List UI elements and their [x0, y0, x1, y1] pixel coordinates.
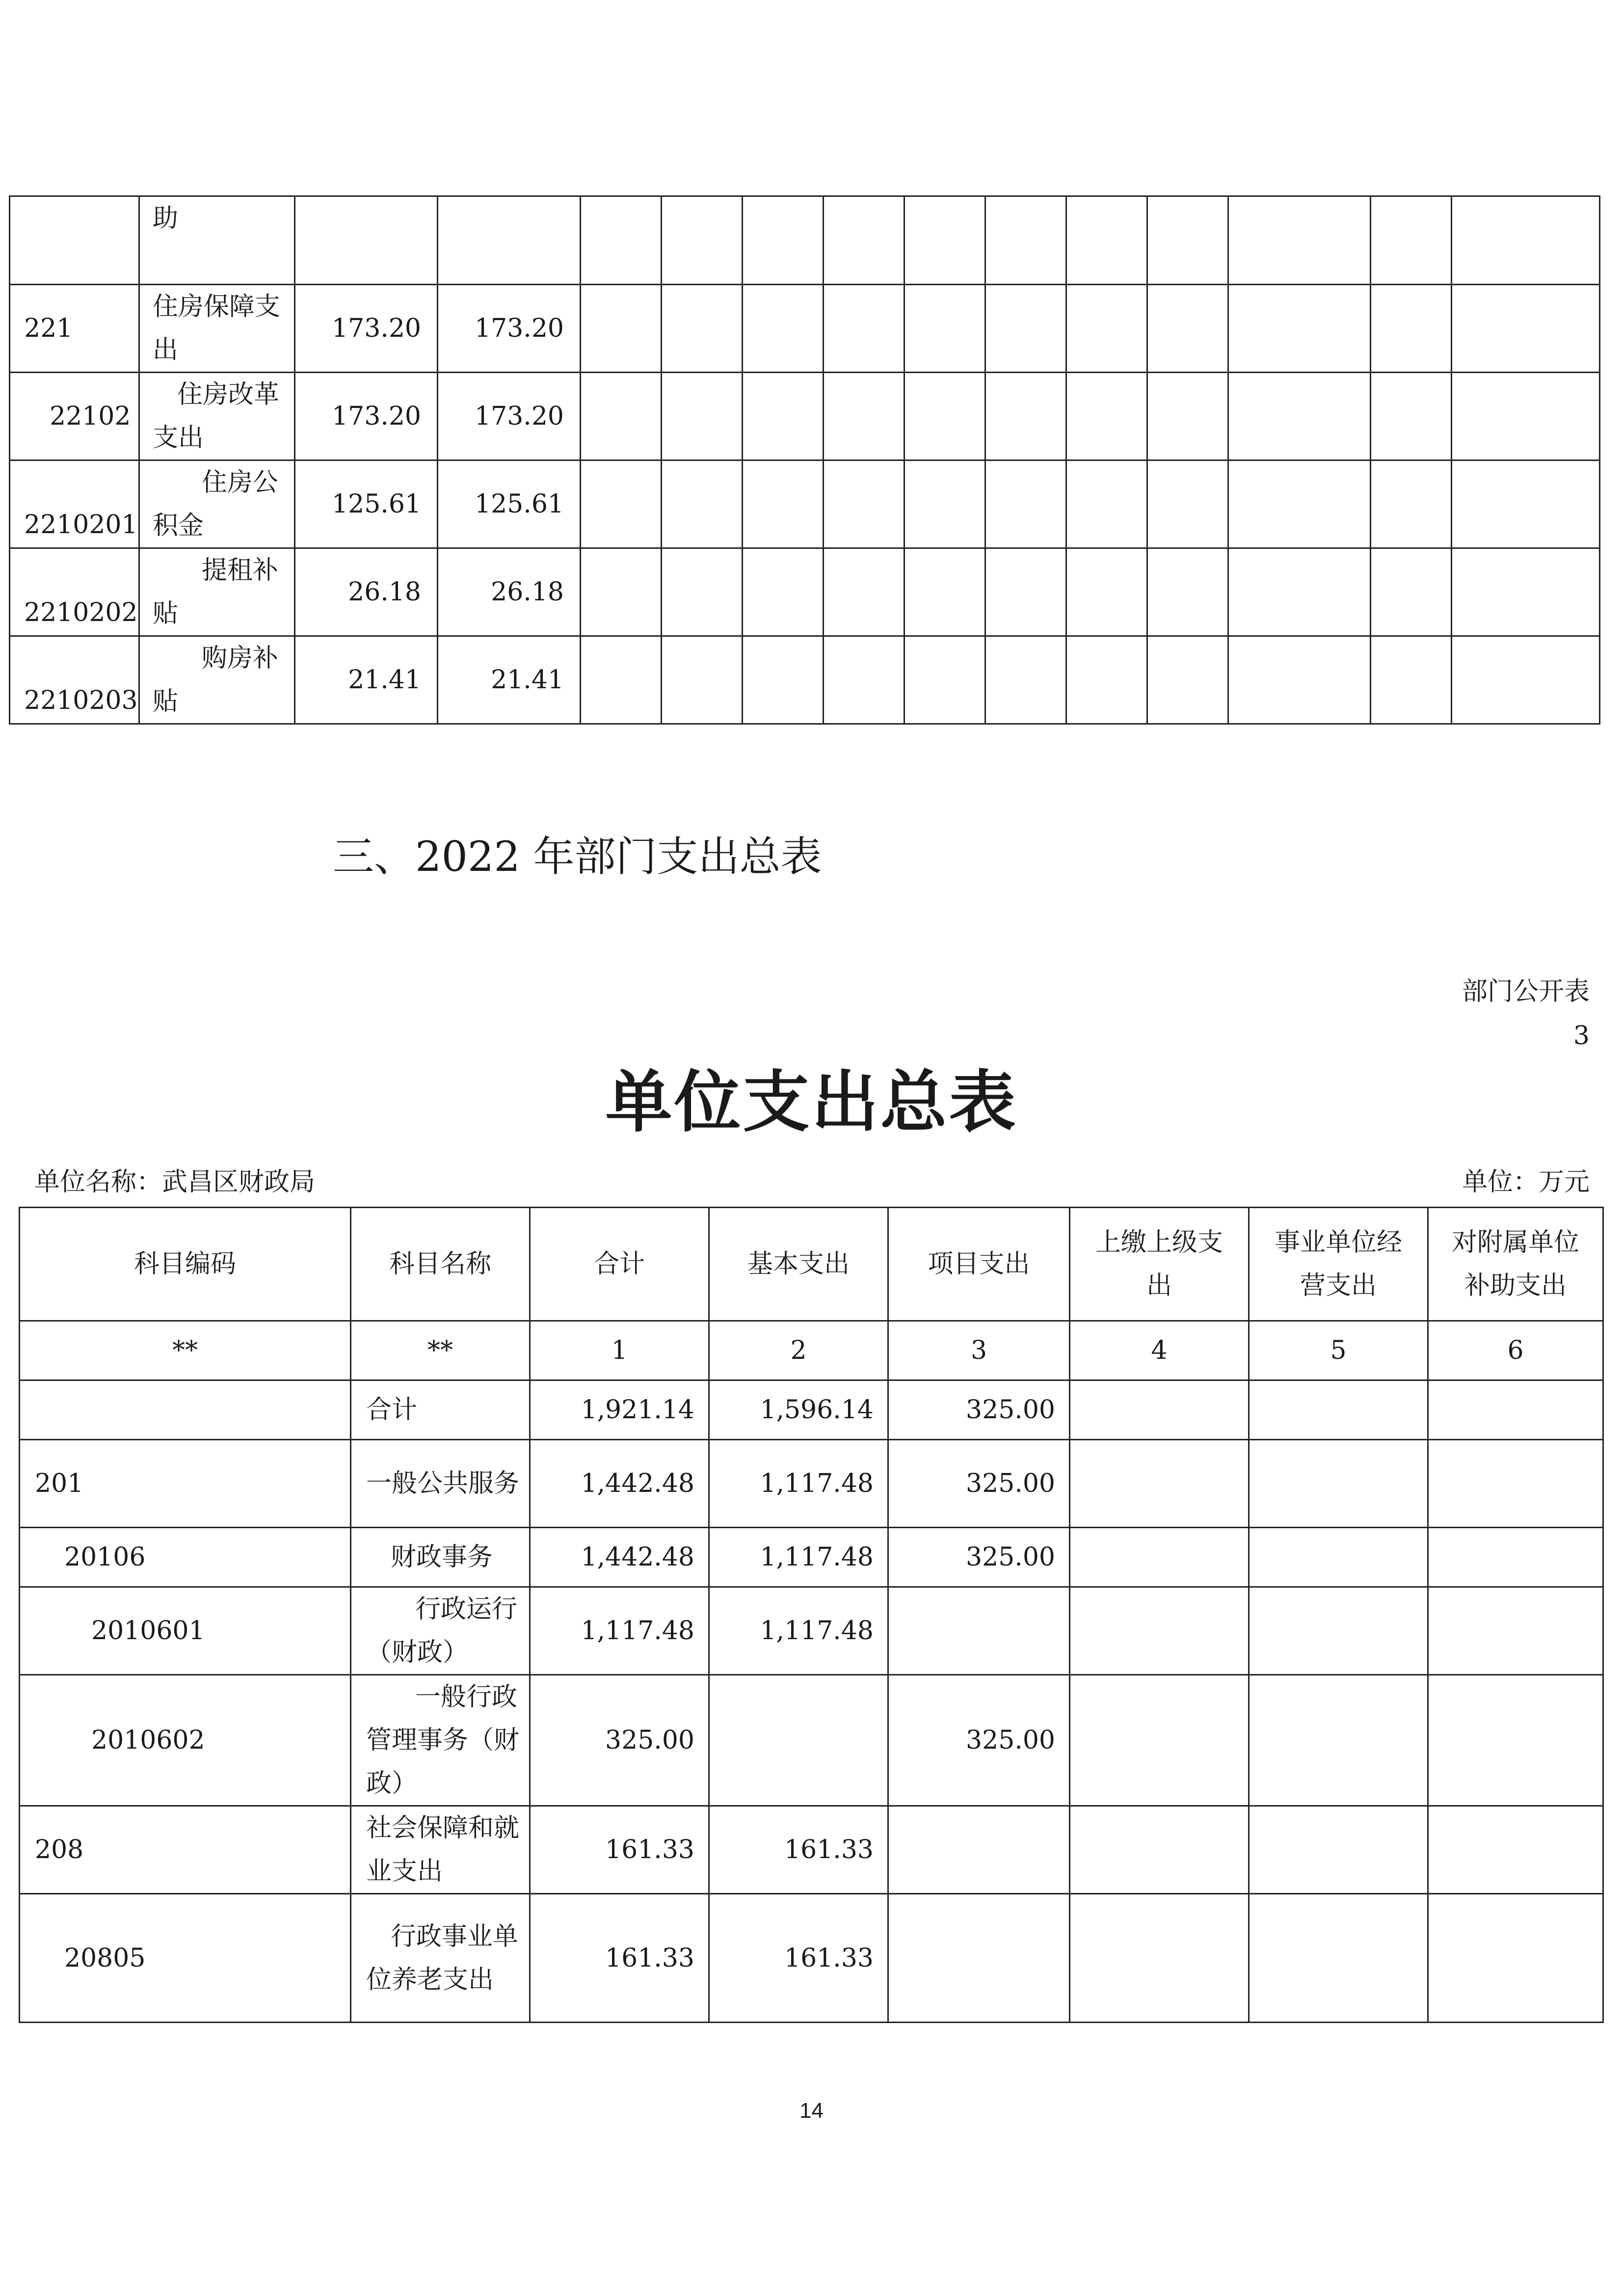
empty-cell [824, 373, 905, 460]
continuation-table [9, 195, 1600, 725]
empty-cell [985, 548, 1066, 636]
subsidy-cell [1428, 1380, 1603, 1440]
form-label: 部门公开表 [1462, 977, 1590, 1006]
business-cell [1249, 1528, 1428, 1587]
index-cell: ** [20, 1321, 351, 1380]
subject-code [10, 196, 139, 285]
basic-cell: 161.33 [709, 1894, 888, 2023]
column-header: 项目支出 [888, 1208, 1070, 1321]
empty-cell [1066, 636, 1147, 724]
empty-cell [1371, 636, 1452, 724]
basic-cell: 1,117.48 [709, 1440, 888, 1528]
empty-cell [581, 460, 662, 548]
empty-cell [581, 196, 662, 285]
empty-cell [1228, 196, 1371, 285]
subject-name: 助 [139, 196, 295, 285]
business-cell [1249, 1380, 1428, 1440]
subsidy-cell [1428, 1528, 1603, 1587]
basic-cell: 173.20 [438, 285, 581, 373]
subject-code: 2210203 [10, 636, 139, 724]
page-title: 单位支出总表 [605, 1063, 1018, 1141]
subject-name: 行政运行（财政） [351, 1587, 530, 1675]
empty-cell [581, 285, 662, 373]
empty-cell [1371, 196, 1452, 285]
subject-code: 208 [20, 1806, 351, 1894]
subject-name: 住房保障支出 [139, 285, 295, 373]
empty-cell [905, 460, 985, 548]
empty-cell [1452, 196, 1600, 285]
subject-code: 22102 [10, 373, 139, 460]
subject-name: 合计 [351, 1380, 530, 1440]
index-cell: 5 [1249, 1321, 1428, 1380]
empty-cell [1452, 548, 1600, 636]
empty-cell [1371, 548, 1452, 636]
column-header: 科目名称 [351, 1208, 530, 1321]
empty-cell [905, 548, 985, 636]
basic-cell: 1,117.48 [709, 1587, 888, 1675]
basic-cell: 173.20 [438, 373, 581, 460]
empty-cell [1452, 636, 1600, 724]
empty-cell [905, 196, 985, 285]
empty-cell [1066, 196, 1147, 285]
subsidy-cell [1428, 1440, 1603, 1528]
subject-name: 一般公共服务 [351, 1440, 530, 1528]
empty-cell [662, 460, 743, 548]
empty-cell [824, 636, 905, 724]
empty-cell [743, 636, 824, 724]
business-cell [1249, 1806, 1428, 1894]
subject-code: 2210202 [10, 548, 139, 636]
form-number: 3 [1573, 1021, 1590, 1051]
empty-cell [1147, 285, 1228, 373]
empty-cell [1147, 196, 1228, 285]
superior-cell [1070, 1675, 1249, 1806]
table-row [10, 548, 1600, 636]
empty-cell [662, 196, 743, 285]
column-header: 事业单位经营支出 [1249, 1208, 1428, 1321]
empty-cell [985, 196, 1066, 285]
total-cell: 173.20 [295, 373, 438, 460]
total-cell: 125.61 [295, 460, 438, 548]
index-cell: 2 [709, 1321, 888, 1380]
empty-cell [662, 636, 743, 724]
basic-cell: 21.41 [438, 636, 581, 724]
empty-cell [985, 373, 1066, 460]
subject-code: 2010602 [20, 1675, 351, 1806]
subsidy-cell [1428, 1587, 1603, 1675]
empty-cell [1452, 373, 1600, 460]
empty-cell [1371, 460, 1452, 548]
basic-cell: 26.18 [438, 548, 581, 636]
empty-cell [1147, 460, 1228, 548]
total-cell: 161.33 [530, 1806, 709, 1894]
expenditure-table [19, 1207, 1604, 2023]
empty-cell [1147, 373, 1228, 460]
empty-cell [1228, 548, 1371, 636]
empty-cell [743, 460, 824, 548]
section-title: 三、2022 年部门支出总表 [333, 833, 822, 881]
empty-cell [1228, 460, 1371, 548]
empty-cell [1147, 636, 1228, 724]
index-cell: 1 [530, 1321, 709, 1380]
superior-cell [1070, 1587, 1249, 1675]
empty-cell [1066, 548, 1147, 636]
project-cell: 325.00 [888, 1675, 1070, 1806]
subject-name: 社会保障和就业支出 [351, 1806, 530, 1894]
empty-cell [985, 460, 1066, 548]
subject-name: 住房改革支出 [139, 373, 295, 460]
empty-cell [662, 548, 743, 636]
basic-cell: 1,596.14 [709, 1380, 888, 1440]
subject-name: 住房公积金 [139, 460, 295, 548]
business-cell [1249, 1894, 1428, 2023]
empty-cell [905, 373, 985, 460]
table-row [10, 196, 1600, 285]
business-cell [1249, 1675, 1428, 1806]
empty-cell [1371, 373, 1452, 460]
project-cell [888, 1806, 1070, 1894]
project-cell: 325.00 [888, 1440, 1070, 1528]
empty-cell [824, 460, 905, 548]
empty-cell [662, 373, 743, 460]
empty-cell [1066, 285, 1147, 373]
empty-cell [662, 285, 743, 373]
subject-code: 201 [20, 1440, 351, 1528]
empty-cell [824, 548, 905, 636]
superior-cell [1070, 1806, 1249, 1894]
project-cell: 325.00 [888, 1528, 1070, 1587]
index-cell: 4 [1070, 1321, 1249, 1380]
table-row [20, 1587, 1603, 1675]
subject-name: 财政事务 [351, 1528, 530, 1587]
project-cell [888, 1587, 1070, 1675]
column-header: 合计 [530, 1208, 709, 1321]
empty-cell [581, 636, 662, 724]
subject-code [20, 1380, 351, 1440]
empty-cell [905, 285, 985, 373]
project-cell [888, 1894, 1070, 2023]
empty-cell [824, 285, 905, 373]
superior-cell [1070, 1440, 1249, 1528]
basic-cell: 1,117.48 [709, 1528, 888, 1587]
subject-code: 2210201 [10, 460, 139, 548]
table-row [20, 1675, 1603, 1806]
page-number: 14 [799, 2099, 824, 2123]
index-cell: 6 [1428, 1321, 1603, 1380]
table-row [10, 285, 1600, 373]
empty-cell [743, 548, 824, 636]
total-cell: 161.33 [530, 1894, 709, 2023]
total-cell: 26.18 [295, 548, 438, 636]
basic-cell: 125.61 [438, 460, 581, 548]
column-header: 上缴上级支出 [1070, 1208, 1249, 1321]
business-cell [1249, 1440, 1428, 1528]
total-cell: 173.20 [295, 285, 438, 373]
total-cell: 1,117.48 [530, 1587, 709, 1675]
empty-cell [985, 636, 1066, 724]
basic-cell [709, 1675, 888, 1806]
subject-name: 行政事业单位养老支出 [351, 1894, 530, 2023]
total-cell: 1,442.48 [530, 1440, 709, 1528]
empty-cell [1066, 373, 1147, 460]
subsidy-cell [1428, 1806, 1603, 1894]
basic-cell [438, 196, 581, 285]
empty-cell [1066, 460, 1147, 548]
table-row [20, 1894, 1603, 2023]
subject-code: 221 [10, 285, 139, 373]
unit-measure: 单位：万元 [1462, 1167, 1590, 1197]
total-cell [295, 196, 438, 285]
subject-code: 20106 [20, 1528, 351, 1587]
total-cell: 1,442.48 [530, 1528, 709, 1587]
superior-cell [1070, 1894, 1249, 2023]
empty-cell [1228, 285, 1371, 373]
project-cell: 325.00 [888, 1380, 1070, 1440]
subject-code: 20805 [20, 1894, 351, 2023]
subject-name: 购房补贴 [139, 636, 295, 724]
table-row [10, 636, 1600, 724]
index-cell: ** [351, 1321, 530, 1380]
table-row [10, 373, 1600, 460]
basic-cell: 161.33 [709, 1806, 888, 1894]
total-cell: 21.41 [295, 636, 438, 724]
superior-cell [1070, 1528, 1249, 1587]
index-cell: 3 [888, 1321, 1070, 1380]
empty-cell [581, 373, 662, 460]
empty-cell [743, 196, 824, 285]
superior-cell [1070, 1380, 1249, 1440]
empty-cell [985, 285, 1066, 373]
empty-cell [1452, 460, 1600, 548]
table-row [20, 1806, 1603, 1894]
empty-cell [1371, 285, 1452, 373]
subsidy-cell [1428, 1675, 1603, 1806]
table-row [10, 460, 1600, 548]
unit-name: 单位名称：武昌区财政局 [34, 1167, 316, 1197]
business-cell [1249, 1587, 1428, 1675]
subject-code: 2010601 [20, 1587, 351, 1675]
table-header-row [20, 1208, 1603, 1321]
subject-name: 一般行政管理事务（财政） [351, 1675, 530, 1806]
empty-cell [905, 636, 985, 724]
subsidy-cell [1428, 1894, 1603, 2023]
table-row [20, 1440, 1603, 1528]
empty-cell [1228, 373, 1371, 460]
empty-cell [1452, 285, 1600, 373]
table-index-row [20, 1321, 1603, 1380]
subject-name: 提租补贴 [139, 548, 295, 636]
column-header: 对附属单位补助支出 [1428, 1208, 1603, 1321]
empty-cell [1147, 548, 1228, 636]
total-cell: 325.00 [530, 1675, 709, 1806]
empty-cell [581, 548, 662, 636]
column-header: 基本支出 [709, 1208, 888, 1321]
empty-cell [743, 373, 824, 460]
empty-cell [1228, 636, 1371, 724]
table-row [20, 1528, 1603, 1587]
column-header: 科目编码 [20, 1208, 351, 1321]
empty-cell [824, 196, 905, 285]
empty-cell [743, 285, 824, 373]
total-cell: 1,921.14 [530, 1380, 709, 1440]
table-row [20, 1380, 1603, 1440]
